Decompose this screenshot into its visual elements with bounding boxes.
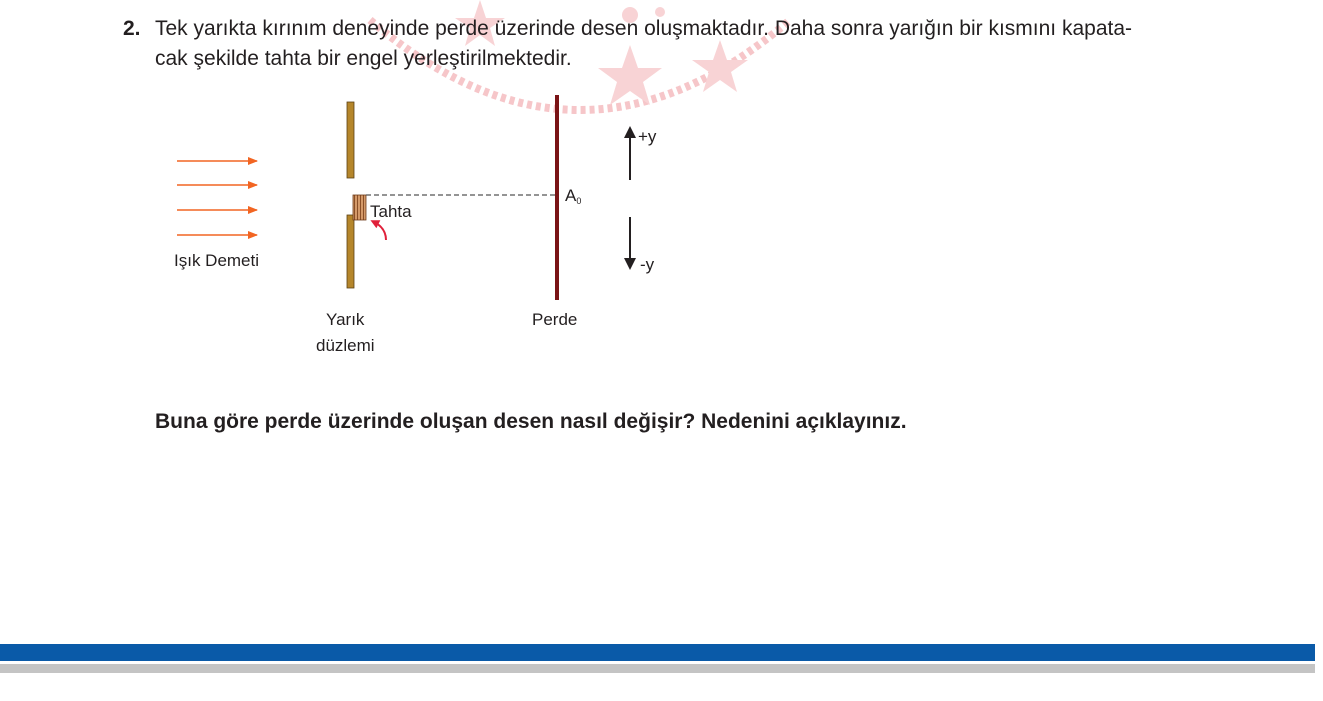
slit-plane-label-line-1: Yarık [326, 310, 365, 329]
point-a0-letter: A [565, 186, 577, 205]
screen-label: Perde [532, 310, 578, 329]
slit-plane-label-line-2: düzlemi [316, 336, 375, 355]
question-number: 2. [123, 17, 141, 40]
slit-barrier-top [347, 102, 354, 178]
rotation-arrow-icon [374, 222, 386, 240]
slit-barrier-bottom [347, 215, 354, 288]
footer-band-blue [0, 644, 1315, 661]
board-label: Tahta [370, 202, 412, 221]
footer-band-gray [0, 664, 1315, 673]
wooden-board [353, 195, 366, 220]
point-a0-subscript: 0 [576, 196, 582, 206]
question-text-line-1: Tek yarıkta kırınım deneyinde perde üzerinde desen oluşmaktadır. Daha sonra yarığın bir kısmını kapata- [155, 17, 1133, 40]
light-beam-arrows [177, 161, 257, 235]
question-text-line-2: cak şekilde tahta bir engel yerleştirilmektedir. [155, 47, 572, 70]
light-beam-label: Işık Demeti [174, 251, 260, 270]
plus-y-label: +y [638, 127, 657, 146]
point-a0-label [565, 186, 581, 206]
question-prompt: Buna göre perde üzerinde oluşan desen nasıl değişir? Nedenini açıklayınız. [155, 410, 907, 433]
minus-y-label: -y [640, 255, 655, 274]
